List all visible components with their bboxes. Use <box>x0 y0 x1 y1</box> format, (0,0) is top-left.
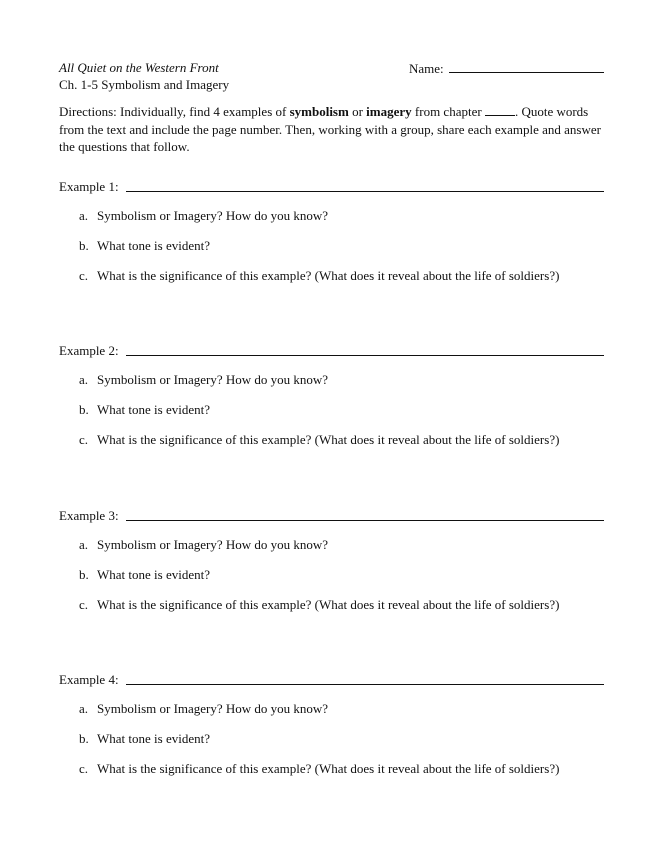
question-letter: b. <box>79 567 89 582</box>
question-list <box>59 700 604 777</box>
question-letter: b. <box>79 402 89 417</box>
name-label: Name: <box>409 61 444 76</box>
example-answer-line[interactable] <box>126 684 604 685</box>
example-section <box>59 342 604 461</box>
question-a <box>59 371 604 388</box>
question-list <box>59 536 604 613</box>
question-letter: c. <box>79 597 89 612</box>
question-letter: c. <box>79 268 89 283</box>
example-row <box>59 671 604 688</box>
name-field <box>409 59 604 77</box>
question-text: Symbolism or Imagery? How do you know? <box>97 537 329 552</box>
example-section <box>59 178 604 297</box>
example-label: Example 4: <box>59 672 119 687</box>
question-text: What tone is evident? <box>97 402 210 417</box>
example-answer-line[interactable] <box>126 191 604 192</box>
question-c <box>59 431 604 448</box>
question-text: Symbolism or Imagery? How do you know? <box>97 372 329 387</box>
example-label: Example 2: <box>59 343 119 358</box>
example-row <box>59 178 604 195</box>
question-letter: b. <box>79 731 89 746</box>
name-blank-line[interactable] <box>449 59 604 73</box>
question-a <box>59 536 604 553</box>
question-c <box>59 267 604 284</box>
directions-text-3: from chapter <box>411 104 485 119</box>
question-c <box>59 596 604 613</box>
question-a <box>59 207 604 224</box>
question-letter: a. <box>79 372 89 387</box>
example-answer-line[interactable] <box>126 355 604 356</box>
question-a <box>59 700 604 717</box>
example-label: Example 1: <box>59 179 119 194</box>
directions-text-4: . Quote words from the text and include the page number. Then, working with a group, share each example and answer the questions that follow. <box>59 104 601 154</box>
question-letter: a. <box>79 701 89 716</box>
question-text: Symbolism or Imagery? How do you know? <box>97 701 329 716</box>
question-text: What is the significance of this example? (What does it reveal about the life of soldiers?) <box>97 268 560 283</box>
worksheet-subtitle: Ch. 1-5 Symbolism and Imagery <box>59 77 230 92</box>
example-row <box>59 507 604 524</box>
book-title: All Quiet on the Western Front <box>59 60 219 75</box>
example-row <box>59 342 604 359</box>
question-text: What tone is evident? <box>97 238 210 253</box>
question-letter: a. <box>79 537 89 552</box>
question-text: Symbolism or Imagery? How do you know? <box>97 208 329 223</box>
directions-text-1: Directions: Individually, find 4 examples of <box>59 104 290 119</box>
question-b <box>59 730 604 747</box>
example-section <box>59 671 604 790</box>
question-list <box>59 371 604 448</box>
directions-bold-imagery: imagery <box>366 104 412 119</box>
question-list <box>59 207 604 284</box>
question-text: What is the significance of this example? (What does it reveal about the life of soldiers?) <box>97 597 560 612</box>
directions-text-2: or <box>348 104 367 119</box>
question-letter: c. <box>79 761 89 776</box>
question-b <box>59 237 604 254</box>
example-section <box>59 507 604 626</box>
question-letter: b. <box>79 238 89 253</box>
question-letter: c. <box>79 432 89 447</box>
example-answer-line[interactable] <box>126 520 604 521</box>
question-text: What is the significance of this example? (What does it reveal about the life of soldiers?) <box>97 761 560 776</box>
question-c <box>59 760 604 777</box>
chapter-blank-line[interactable] <box>485 103 515 116</box>
directions-paragraph <box>59 103 605 156</box>
question-text: What tone is evident? <box>97 567 210 582</box>
directions-bold-symbolism: symbolism <box>289 104 349 119</box>
question-text: What is the significance of this example? (What does it reveal about the life of soldiers?) <box>97 432 560 447</box>
question-b <box>59 401 604 418</box>
question-b <box>59 566 604 583</box>
example-label: Example 3: <box>59 508 119 523</box>
question-letter: a. <box>79 208 89 223</box>
question-text: What tone is evident? <box>97 731 210 746</box>
